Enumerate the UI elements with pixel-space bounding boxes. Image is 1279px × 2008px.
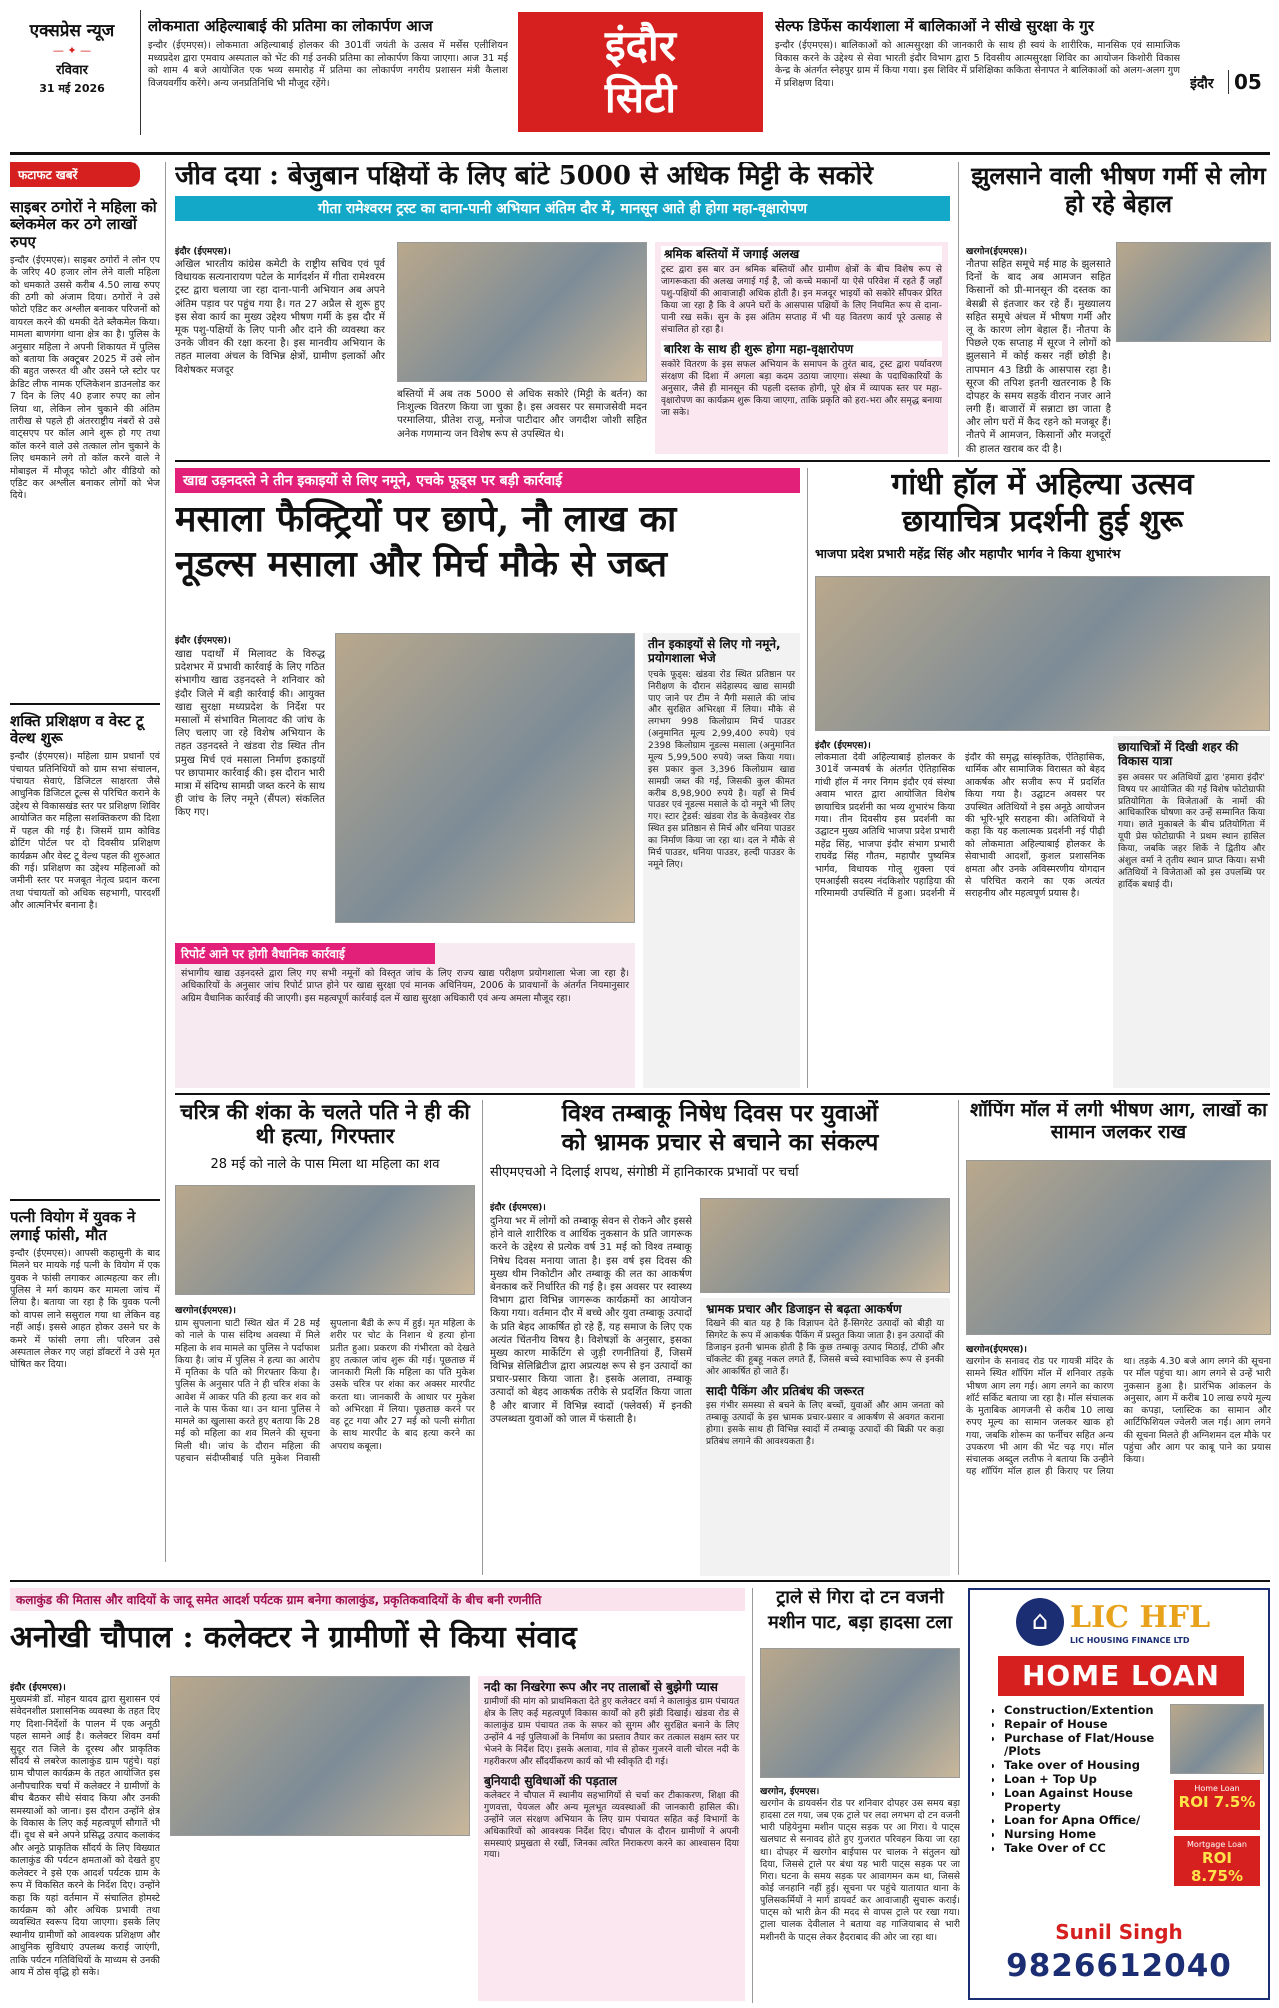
tobacco-box-body-2: इस गंभीर समस्या से बचने के लिए बच्चों, युवाओं और आम जनता को तम्बाकू उत्पादों के इस भ्रामक प्रचार-प्रसार व आकर्षण से अवगत कराना होगा। इसके साथ ही विभिन्न स्वादों में तम्बाकू उत्पादों की बिक्री पर कड़ा प्रतिबंध लगाने की आवश्यकता है। (706, 1401, 944, 1447)
tobacco-box-body-1: दिखने की बात यह है कि विज्ञापन देते हैं-सिगरेट उत्पादों को बीड़ी या सिगरेट के रूप में आकर्षक पैकिंग में प्रस्तुत किया जाता है। इन उत्पादों की डिजाइन इतनी भ्रामक होती है कि कुछ तम्बाकू उत्पाद मिठाई, टॉफी और चॉकलेट की हूबहू नकल लगते हैं, जिससे बच्चे स्वाभाविक रूप से इनकी ओर आकर्षित हो जाते हैं। (706, 1319, 944, 1377)
raid-units-box (643, 633, 800, 1088)
top-right-story (775, 18, 1180, 128)
home-loan-banner: HOME LOAN (998, 1656, 1244, 1696)
raid-kicker: खाद्य उड़नदस्ते ने तीन इकाइयों से लिए नमूने, एचके फूड्स पर बड़ी कार्रवाई (175, 468, 800, 493)
chaupal-photo (170, 1676, 470, 1836)
roi-mortgage-value: ROI 8.75% (1190, 1849, 1244, 1885)
top-right-story-title: सेल्फ डिफेंस कार्यशाला में बालिकाओं ने सीखे सुरक्षा के गुर (775, 18, 1094, 35)
news-brief-tag: फटाफट खबरें (10, 162, 140, 187)
brand-name: एक्सप्रेस न्यूज (29, 21, 115, 41)
brand-box (12, 18, 132, 118)
ad-service-item: • Loan Against House Property (1004, 1787, 1167, 1815)
heat-body: नौतपा सहित समूचे मई माह के झुलसाते दिनों के बाद अब आमजन सहित किसानों को प्री-मानसून की दस्तक का बेसब्री से इंतजार कर रहे हैं। मुख्यालय सहित समूचे अंचल में भीषण गर्मी और लू के कारण लोग बेहाल हैं। नौतपा के पिछले एक सप्ताह में सूरज ने लोगों को झुलसाने में कोई कसर नहीं छोड़ी है। तापमान 43 डिग्री के आसपास रहा है। सूरज की तपिश इतनी खतरनाक है कि दोपहर के समय सड़कें वीरान नजर आने लगी हैं। बाजारों में सन्नाटा छा जाता है और लोग घरों में कैद रहने को मजबूर हैं। नौतपे में आमजन, किसानों और मजदूरों की हालत खराब कर दी है। (966, 259, 1111, 454)
chaupal-title: अनोखी चौपाल : कलेक्टर ने ग्रामीणों से किया संवाद (10, 1620, 577, 1655)
tobacco-subtitle: सीएमएचओ ने दिलाई शपथ, संगोष्ठी में हानिकारक प्रभावों पर चर्चा (490, 1165, 799, 1181)
roi-home-value: ROI 7.5% (1178, 1793, 1256, 1811)
raid-units-head: तीन इकाइयों से लिए गो नमूने, प्रयोगशाला भेजे (648, 637, 781, 666)
brief-2-title: शक्ति प्रशिक्षण व वेस्ट टू वेल्थ शुरू (10, 711, 144, 747)
issue-day: रविवार (56, 63, 88, 78)
brand-ornament-icon: — ✦ — (52, 44, 92, 57)
accident-photo (760, 1648, 960, 1778)
lead-body: अखिल भारतीय कांग्रेस कमेटी के राष्ट्रीय सचिव एवं पूर्व विधायक सत्यनारायण पटेल के मार्गदर्शन में गीता रामेश्वरम ट्रस्ट द्वारा चलाया जा रहा दाना-पानी अभियान अब अपने अंतिम पड़ाव पर पहुंच गया है। गत 27 अप्रैल से शुरू हुए इस सेवा कार्य का मुख्य उद्देश्य भीषण गर्मी के इस दौर में मूक पशु-पक्षियों के लिए पानी और दाने की व्यवस्था कर उनके जीवन की रक्षा करना है। इस मानवीय अभियान के तहत मालवा अंचल के विभिन्न क्षेत्रों, ग्रामीण इलाकों और विशेषकर मजदूर (175, 259, 385, 376)
lead-sidebox (655, 242, 948, 454)
lead-caption: बस्तियों में अब तक 5000 से अधिक सकोरे (मिट्टी के बर्तन) का निःशुल्क वितरण किया जा चुका है। इस अवसर पर समाजसेवी मदन परमालिया, प्रीतेश राजू, मनोज पाटीदार और जगदीश जोशी सहित अनेक गणमान्य जन विशेष रूप से उपस्थित थे। (397, 389, 647, 440)
gandhi-title-2: छायाचित्र प्रदर्शनी हुई शुरू (902, 503, 1183, 539)
tobacco-dateline: इंदौर (ईएमएस)। (490, 1203, 546, 1213)
top-left-story (148, 18, 508, 128)
gandhi-box (1113, 736, 1270, 1088)
tobacco-story (490, 1100, 950, 1578)
tobacco-body: दुनिया भर में लोगों को तम्बाकू सेवन से रोकने और इससे होने वाले शारीरिक व आर्थिक नुकसान के प्रति जागरूक करने के उद्देश्य से प्रत्येक वर्ष 31 मई को विश्व तम्बाकू निषेध दिवस मनाया जाता है। इस वर्ष इस दिवस की मुख्य थीम निकोटीन और तम्बाकू की लत का आकर्षण बेनकाब करें निर्धारित की गई है। इस अवसर पर स्वास्थ्य विभाग द्वारा विभिन्न जागरूक कार्यक्रमों का आयोजन किया गया। वर्तमान दौर में बच्चे और युवा तम्बाकू उत्पादों के प्रति बेहद आकर्षित हो रहे हैं, यह समाज के लिए एक अत्यंत चिंतनीय विषय है। विशेषज्ञों के अनुसार, इसका मुख्य कारण मार्केटिंग से जुड़ी रणनीतियां हैं, जिसमें विभिन्न सेलिब्रिटीज द्वारा अप्रत्यक्ष रूप से इन उत्पादों का प्रचार-प्रसार किया जाता है। इसके अलावा, तम्बाकू उत्पादों को बेहद आकर्षक तरीके से प्रदर्शित किया जाता है और बाजार में विभिन्न स्वादों (फ्लेवर्स) में इनकी उपलब्धता युवाओं को जाल में फंसाती है। (490, 1216, 692, 1425)
fire-photo (966, 1160, 1271, 1335)
raid-photo (335, 633, 635, 923)
page-number: 05 (1234, 70, 1262, 94)
accident-dateline: खरगोन, ईएमएस। (760, 1787, 820, 1797)
lead-photo (397, 242, 647, 382)
murder-dateline: खरगोन(ईएमएस)। (175, 1306, 236, 1316)
heat-dateline: खरगोन(ईएमएस)। (966, 247, 1027, 257)
chaupal-box (478, 1676, 745, 2001)
ad-service-item: • Purchase of Flat/House /Plots (1004, 1732, 1167, 1760)
chaupal-story (10, 1588, 745, 2003)
raid-title-2: नूडल्स मसाला और मिर्च मौके से जब्त (175, 543, 668, 586)
accident-title-2: मशीन पाट, बड़ा हादसा टला (767, 1611, 953, 1633)
ad-family-photo (1170, 1704, 1264, 1774)
tobacco-title-1: विश्व तम्बाकू निषेध दिवस पर युवाओं (561, 1100, 879, 1127)
lead-box-head-1: श्रमिक बस्तियों में जगाई अलख (661, 246, 942, 262)
issue-date: 31 मई 2026 (39, 82, 105, 95)
ad-service-item: • Take Over of CC (1004, 1842, 1167, 1856)
gandhi-story (815, 468, 1270, 1090)
ad-service-item: • Repair of House (1004, 1718, 1167, 1732)
raid-body: खाद्य पदार्थों में मिलावट के विरुद्ध प्रदेशभर में प्रभावी कार्रवाई के लिए गठित संभागीय खाद्य उड़नदस्ते ने शनिवार को इंदौर जिले में बड़ी कार्रवाई की। आयुक्त खाद्य सुरक्षा मध्यप्रदेश के निर्देश पर मसालों में संभावित मिलावट की जांच के लिए चलाए जा रहे विशेष अभियान के तहत उड़नदस्ते ने खंडवा रोड स्थित तीन प्रमुख मिर्च एवं मसाला निर्माण इकाइयों पर छापामार कार्रवाई की। इस दौरान भारी मात्रा में संदिग्ध सामग्री जब्त करने के साथ ही जांच के लिए नमूने (सैंपल) संकलित किए गए। (175, 649, 325, 819)
ad-service-item: • Construction/Extention (1004, 1704, 1167, 1718)
tobacco-photo (700, 1198, 950, 1293)
top-right-story-body: इन्दौर (ईएमएस)। बालिकाओं को आत्मसुरक्षा की जानकारी के साथ ही स्वयं के शारीरिक, मानसिक एवं सामाजिक विकास करने के उद्देश्य से सेवा भारती इंदौर विभाग द्वारा 5 दिवसीय आत्मसुरक्षा शिविर का आयोजन किशोरी विकास केन्द्र के अंतर्गत स्नेहपुर ग्राम में किया गया। इस शिविर में प्रशिक्षिका ककिता सेनापत ने बालिकाओं को अलग-अलग गुण में प्रशिक्षण दिया। (775, 40, 1180, 89)
roi-badge-mortgage (1174, 1836, 1260, 1886)
section-flag-city: इंदौर (605, 21, 676, 70)
lead-subtitle: गीता रामेश्वरम ट्रस्ट का दाना-पानी अभियान अंतिम दौर में, मानसून आते ही होगा महा-वृक्षारोपण (175, 196, 950, 221)
brief-1-body: इन्दौर (ईएमएस)। साइबर ठगोरों ने लोन एप के जरिए 40 हजार लोन लेने वाली महिला को धमकाते उससे करीब 4.50 लाख रुपए की ठगी को अंजाम दिया। ठगोरों ने उसे फोटो एडिट कर अश्लील बनाकर परिजनों को वायरल करने की धमकी देते ब्लैकमेल किया। मामला बाणगंगा थाना क्षेत्र का है। पुलिस के अनुसार महिला ने अपनी शिकायत में पुलिस को बताया कि अक्टूबर 2025 में उसे लोन की बहुत जरूरत थी और उसने प्ले स्टोर पर क्रेडिट लीफ नामक एप्लिकेशन डाउनलोड कर 7 दिन के लिए 40 हजार रुपए का लोन लिया था, लेकिन लोन चुकाने की अंतिम तारीख से पहले ही अंतरराष्ट्रीय नंबरों से उसे वाट्सएप पर कॉल आने शुरू हो गए तथा कॉल करने वाले उसे तत्काल लोन चुकाने के लिए धमकाने लगे तो कॉल करने वाले ने मोबाइल में मौजूद फोटो और वीडियो को एडिट कर अश्लील बनाकर लोगों को भेज दिये। (10, 254, 160, 502)
lead-box-body-2: सकोरे वितरण के इस सफल अभियान के समापन के तुरंत बाद, ट्रस्ट द्वारा पर्यावरण संरक्षण की दिशा में अगला बड़ा कदम उठाया जाएगा। संस्था के पदाधिकारियों के अनुसार, जैसे ही मानसून की पहली दस्तक होगी, पूरे क्षेत्र में व्यापक स्तर पर महा-वृक्षारोपण का कार्यक्रम शुरू किया जाएगा, ताकि प्रकृति को हरा-भरा और समृद्ध बनाया जा सके। (661, 360, 942, 418)
roi-badge-home (1174, 1780, 1260, 1830)
chaupal-dateline: इंदौर (ईएमएस)। (10, 1683, 66, 1693)
lic-logo-text: LIC HFL (1070, 1600, 1211, 1635)
ad-service-item: • Loan for Apna Office/ (1004, 1814, 1167, 1828)
tobacco-title-2: को भ्रामक प्रचार से बचाने का संकल्प (561, 1128, 879, 1157)
heat-story (966, 162, 1271, 457)
brief-1-title: साइबर ठगोरों ने महिला को ब्लेकमेल कर ठगे लाखों रुपए (10, 198, 157, 251)
murder-title: चरित्र की शंका के चलते पति ने ही की थी हत्या, गिरफ्तार (180, 1100, 470, 1149)
gandhi-title-1: गांधी हॉल में अहिल्या उत्सव (891, 468, 1194, 502)
lic-logo-emblem-icon: ⌂ (1016, 1598, 1064, 1646)
chaupal-box-head-1: नदी का निखरेगा रूप और नए तालाबों से बुझेगी प्यास (484, 1680, 718, 1694)
top-left-story-body: इन्दौर (ईएमएस)। लोकमाता अहिल्याबाई होलकर की 301वीं जयंती के उत्सव में मर्सेस एलीशियन मध्यप्रदेश द्वारा एमवाय अस्पताल को भेंट की गई उनकी प्रतिमा का लोकार्पण किया जाएगा। आज 31 मई को शाम 4 बजे आयोजित एक भव्य समारोह में प्रतिमा का लोकार्पण नगरीय प्रशासन मंत्री कैलाश विजयवर्गीय करेंगे। अन्य जनप्रतिनिधि भी मौजूद रहेंगे। (148, 40, 508, 89)
fire-body: खरगोन के सनावद रोड पर गायत्री मंदिर के सामने स्थित शॉपिंग मॉल में शनिवार तड़के भीषण आग लग गई। आग लगने का कारण शॉर्ट सर्किट बताया जा रहा है। मॉल संचालक के मुताबिक आगजनी से करीब 10 लाख रुपए मूल्य का सामान जलकर खाक हो गया, जबकि शोरूम का फर्नीचर सहित अन्य उपकरण भी आग की भेंट चढ़ गए। मॉल संचालक अब्दुल लतीफ ने बताया कि उन्हीने यह शॉपिंग मॉल हाल ही किराए पर लिया था। तड़के 4.30 बजे आग लगने की सूचना पर मॉल पहुंचा था। आग लगने से उन्हें भारी नुकसान हुआ है। प्रारंभिक आंकलन के अनुसार, आग में करीब 10 लाख रुपये मूल्य का कपड़ा, प्लास्टिक का सामान और आर्टिफिशियल ज्वेलरी जल गई। आग लगने की सूचना मिलते ही अग्निशमन दल मौके पर पहुंचा और आग पर काबू पाने का प्रयास किया। (966, 1356, 1271, 1478)
murder-body: ग्राम सुपलाना घाटी स्थित खेत में 28 मई को नाले के पास संदिग्ध अवस्था में मिले महिला के शव मामले का पुलिस ने पर्दाफाश किया है। जांच में पुलिस ने हत्या का आरोप में मृतिका के पति को गिरफ्तार किया है। पुलिस के अनुसार पति ने ही चरित्र शंका के आवेश में आकर पति की हत्या कर शव को नाले के पास फेंका था। उन थाना पुलिस ने मामले का खुलासा करते हुए बताया कि 28 मई को महिला का शव मिलने की सूचना मिली थी। जांच के दौरान महिला की पहचान संदीप्सीबाई पति मुकेश निवासी सुपलाना बैडी के रूप में हुई। मृत महिला के शरीर पर चोट के निशान थे हत्या होना प्रतीत हुआ। प्रकरण की गंभीरता को देखते हुए तत्काल जांच शुरू की गई। पूछताछ में जानकारी मिली कि महिला का पति मुकेश उसके चरित्र पर शंका कर अक्सर मारपीट करता था। जानकारी के आधार पर मुकेश को अभिरक्षा में लिया। पूछताछ करने पर वह टूट गया और 27 मई को पत्नी संगीता के साथ मारपीट के बाद हत्या करने का अपराध कबूला। (175, 1318, 475, 1464)
heat-title: झुलसाने वाली भीषण गर्मी से लोग हो रहे बेहाल (971, 162, 1266, 218)
ad-contact-name: Sunil Singh (1055, 1920, 1183, 1944)
tobacco-box-head-2: सादी पैकिंग और प्रतिबंध की जरूरत (706, 1383, 864, 1398)
ad-service-item: • Nursing Home (1004, 1828, 1167, 1842)
murder-subtitle: 28 मई को नाले के पास मिला था महिला का शव (210, 1157, 440, 1173)
accident-title-1: ट्राले से गिरा दो टन वजनी (776, 1588, 944, 1608)
top-left-story-title: लोकमाता अहिल्याबाई की प्रतिमा का लोकार्पण आज (148, 18, 433, 35)
ad-service-item: • Take over of Housing (1004, 1759, 1167, 1773)
gandhi-dateline: इंदौर (ईएमएस)। (815, 741, 871, 751)
brief-2-body: इन्दौर (ईएमएस)। महिला ग्राम प्रधानों एवं पंचायत प्रतिनिधियों को ग्राम सभा संचालन, पंचायत सेवाएं, डिजिटल साक्षरता जैसे आधुनिक डिजिटल टूल्स से परिचित कराने के उद्देश्य से विकासखंड स्तर पर प्रशिक्षण शिविर आयोजित कर महिला सशक्तिकरण की दिशा में पहल की गई है। जिसमें ग्राम कोविड ढोटिंग पोर्टल पर दो दिवसीय प्रशिक्षण कार्यक्रम और वेस्ट टू वेल्थ पहल की शुरुआत की गई। प्रशिक्षण का उद्देश्य महिलाओं को जमीनी स्तर पर मजबूत नेतृत्व प्रदान करना तथा पंचायतों को अधिक सहभागी, पारदर्शी और आत्मनिर्भर बनाना है। (10, 751, 160, 912)
murder-story (175, 1100, 475, 1578)
chaupal-box-body-2: कलेक्टर ने चौपाल में स्थानीय सहभागियों से चर्चा कर टीकाकरण, शिक्षा की गुणवत्ता, पेयजल और अन्य मूलभूत व्यवस्थाओं की जानकारी हासिल की। उन्होंने जल संरक्षण अभियान के लिए ग्राम पंचायत सहित कई विभागों के अधिकारियों को आवश्यक निर्देश दिए। चौपाल के दौरान ग्रामीणों ने अपनी समस्याएं प्रमुखता से रखीं, जिनका त्वरित निराकरण करने का आश्वासन दिया गया। (484, 1791, 739, 1861)
news-brief-column (10, 162, 160, 1527)
raid-title-1: मसाला फैक्ट्रियों पर छापे, नौ लाख का (175, 498, 677, 540)
raid-story (175, 468, 800, 1090)
lic-logo-subtext: LIC HOUSING FINANCE LTD (1070, 1636, 1190, 1645)
chaupal-box-head-2: बुनियादी सुविधाओं की पड़ताल (484, 1773, 617, 1788)
heat-photo (1116, 242, 1271, 342)
chaupal-body: मुख्यमंत्री डॉ. मोहन यादव द्वारा सुशासन एवं संवेदनशील प्रशासनिक व्यवस्था के तहत दिए गए दिशा-निर्देशों के पालन में एक अनूठी पहल सामने आई है। कलेक्टर शिवम वर्मा सुदूर रात जिले के दूरस्थ और प्राकृतिक सौंदर्य से लबरेज कालाकुंड ग्राम पहुंचे। यहां ग्राम चौपाल कार्यक्रम के तहत आयोजित इस अनौपचारिक चर्चा में कलेक्टर ने ग्रामीणों के बीच बैठकर सीधे संवाद किया और उनकी समस्याओं को जाना। इस दौरान उन्होंने क्षेत्र के विकास के लिए कई महत्वपूर्ण सौगातें भी दीं। दूध से बने अपने प्रसिद्ध उत्पाद कलाकंद और अनूठे प्राकृतिक सौंदर्य के लिए विख्यात कालाकुंड की पर्यटन क्षमताओं को देखते हुए कलेक्टर ने इसे एक आदर्श पर्यटक ग्राम के रूप में विकसित करने के निर्देश दिए। उन्होंने कहा कि यहां वर्तमान में संचालित होमस्टे कार्यक्रम को और अधिक प्रभावी तथा व्यवस्थित स्वरूप दिया जाएगा। इसके लिए स्थानीय ग्रामीणों को आवश्यक प्रशिक्षण और आधुनिक सुविधाएं उपलब्ध कराई जाएंगी, ताकि पर्यटन गतिविधियों के माध्यम से उनकी आय में ठोस वृद्धि हो सके। (10, 1694, 160, 1978)
brief-3-title: पत्नी वियोग में युवक ने लगाई फांसी, मौत (10, 1208, 136, 1244)
raid-report-body: संभागीय खाद्य उड़नदस्ते द्वारा लिए गए सभी नमूनों को विस्तृत जांच के लिए राज्य खाद्य परीक्षण प्रयोगशाला भेजा जा रहा है। अधिकारियों के अनुसार जांच रिपोर्ट प्राप्त होने पर खाद्य सुरक्षा एवं मानक अधिनियम, 2006 के प्रावधानों के अंतर्गत नियमानुसार अग्रिम वैधानिक कार्रवाई की जाएगी। इस महत्वपूर्ण कार्रवाई दल में खाद्य सुरक्षा अधिकारी एवं अन्य अमला मौजूद रहा। (181, 968, 629, 1004)
section-flag (518, 12, 763, 132)
roi-mortgage-label: Mortgage Loan (1187, 1840, 1247, 1849)
lead-title: जीव दया : बेजुबान पक्षियों के लिए बांटे 5000 से अधिक मिट्टी के सकोरे (175, 162, 873, 191)
fire-title: शॉपिंग मॉल में लगी भीषण आग, लाखों का सामान जलकर राख (969, 1100, 1268, 1143)
accident-story (760, 1588, 960, 2003)
gandhi-photo (815, 576, 1270, 731)
masthead (0, 0, 1279, 150)
lead-box-head-2: बारिश के साथ ही शुरू होगा महा-वृक्षारोपण (661, 341, 942, 357)
ad-contact-phone[interactable]: 9826612040 (1006, 1948, 1232, 1984)
gandhi-box-body: इस अवसर पर अतिथियों द्वारा 'हमारा इंदौर' विषय पर आयोजित की गई विशेष फोटोग्राफी प्रतियोगिता के विजेताओं के नामों की आधिकारिक घोषणा कर उन्हें सम्मानित किया गया। छाते मुकाबले के बीच प्रतियोगिता में यूपी प्रेस फोटोग्राफी ने प्रथम स्थान हासिल किया, जबकि जहर शिर्के ने द्वितीय और अंशुल वर्मा ने तृतीय स्थान प्राप्त किया। सभी अतिथियों ने विजेताओं को इस उपलब्धि पर हार्दिक बधाई दी। (1118, 772, 1265, 890)
lead-story (175, 162, 950, 457)
raid-dateline: इंदौर (ईएमएस)। (175, 636, 231, 646)
gandhi-box-head: छायाचित्रों में दिखी शहर की विकास यात्रा (1118, 740, 1239, 769)
raid-units-body: एचके फूड्स: खंडवा रोड स्थित प्रतिष्ठान पर निरीक्षण के दौरान संदेहास्पद खाद्य सामग्री पाए जाने पर टीम ने मैगी मसाले की जांच और सुरक्षित अभिरक्षा में लिया। मौके से लगभग 998 किलोग्राम मिर्च पाउडर (अनुमानित मूल्य 2,99,400 रुपये) एवं 2398 किलोग्राम नूडल्स मसाला (अनुमानित मूल्य 5,99,500 रुपये) जब्त किया गया। इस प्रकार कुल 3,396 किलोग्राम खाद्य सामग्री जब्त की गई, जिसकी कुल कीमत करीब 8,98,900 रुपये है। यहाँ से मिर्च पाउडर एवं नूडल्स मसाले के दो नमूने भी लिए गए। स्टार ट्रेडर्स: खंडवा रोड के केवड़ेश्वर रोड स्थित इस प्रतिष्ठान से मिर्च और धनिया पाउडर का निर्माण किया जा रहा था। दल ने मौके से मिर्च पाउडर, धनिया पाउडर, हल्दी पाउडर के नमूने लिए। (648, 669, 795, 870)
gandhi-subtitle: भाजपा प्रदेश प्रभारी महेंद्र सिंह और महापौर भार्गव ने किया शुभारंभ (815, 546, 1121, 561)
page-city: इंदौर (1190, 76, 1214, 92)
tobacco-box (700, 1298, 950, 1576)
ad-service-item: • Loan + Top Up (1004, 1773, 1167, 1787)
lead-box-body-1: ट्रस्ट द्वारा इस बार उन श्रमिक बस्तियों और ग्रामीण क्षेत्रों के बीच विशेष रूप से जागरूकता की अलख जगाई गई है, जो कच्चे मकानों या ऐसे परिवेश में रहते हैं जहाँ पशु-पक्षियों की आवाजाही अधिक होती है। इन मजदूर भाइयों को सकोरे सौंपकर प्रेरित किया जा रहा है कि वे अपने घरों के आसपास पक्षियों के लिए नियमित रूप से दाना-पानी रख सकें। सुन के इस अंतिम सप्ताह में भी यह वितरण कार्य पूरे उत्साह से संचालित हो रहा है। (661, 265, 942, 335)
fire-dateline: खरगोन(ईएमएस)। (966, 1345, 1027, 1355)
chaupal-kicker: कलाकुंड की मितास और वादियों के जादू समेत आदर्श पर्यटक ग्राम बनेगा कालाकुंड, प्रकृतिकवादियों के बीच बनी रणनीति (10, 1588, 745, 1611)
raid-report-head: रिपोर्ट आने पर होगी वैधानिक कार्रवाई (175, 943, 435, 964)
fire-story (966, 1100, 1271, 1578)
roi-home-label: Home Loan (1194, 1784, 1240, 1793)
accident-body: खरगोन के डायवर्सन रोड पर शनिवार दोपहर उस समय बड़ा हादसा टल गया, जब एक ट्राले पर लदा लगभग दो टन वजनी भारी पहियेनुमा मशीन पाट्स सड़क पर आ गिरा। ये पाट्स खलघाट से सनावद होते हुए गुजरात परिवहन किया जा रहा था। दोपहर में खरगोन बाईपास पर चालक ने संतुलन खो दिया, जिससे ट्राले पर बंधा यह भारी पाट्स सड़क पर जा गिरा। घटना के समय सड़क पर आवागमन कम था, जिससे कोई जनहानि नहीं हुई। सूचना पर पहुंचे यातायात थाना के पुलिसकर्मियों ने मार्ग डायवर्ट कर आवाजाही सुचारू कराई। पाट्स को भारी क्रेन की मदद से वापस ट्राले पर रखा गया। ट्राला चालक देवीलाल ने बताया वह गाजियाबाद से भारी मशीनरी के पाट्स लेकर हैदराबाद की ओर जा रहा था। (760, 1798, 960, 1943)
raid-report-box (175, 943, 635, 1088)
chaupal-body-continued (170, 1842, 470, 2001)
section-flag-label: सिटी (604, 73, 677, 122)
chaupal-box-body-1: ग्रामीणों की मांग को प्राथमिकता देते हुए कलेक्टर वर्मा ने कालाकुंड ग्राम पंचायत क्षेत्र के लिए कई महत्वपूर्ण विकास कार्यों को हरी झंडी दिखाई। खंडवा रोड से कालाकुंड ग्राम पंचायत तक के सफर को सुगम और सुरक्षित बनाने के लिए उन्होंने 4 नई पुलियाओं के निर्माण का प्रस्ताव तैयार कर तत्काल सक्षम स्तर पर भेजने के निर्देश दिए। इसके अलावा, गांव से होकर गुजरने वाली चोरल नदी के गहरीकरण और सौंदर्यीकरण कार्य को भी स्वीकृति दी गई। (484, 1697, 739, 1767)
gandhi-body: लोकमाता देवी अहिल्याबाई होलकर के 301वें जन्मवर्ष के अंतर्गत ऐतिहासिक गांधी हॉल में नगर निगम इंदौर एवं संस्था अवाम भारत द्वारा आयोजित विशेष छायाचित्र प्रदर्शनी का भव्य शुभारंभ किया गया। तीन दिवसीय इस प्रदर्शनी का उद्घाटन मुख्य अतिथि भाजपा प्रदेश प्रभारी महेंद्र सिंह, भाजपा इंदौर संभाग प्रभारी राघवेंद्र सिंह गौतम, महापौर पुष्यमित्र भार्गव, विधायक गोलू शुक्ला एवं एमआईसी सदस्य नंदकिशोर पहाड़िया की गरिमामयी उपस्थिति में हुआ। प्रदर्शनी में इंदौर की समृद्ध सांस्कृतिक, ऐतिहासिक, धार्मिक और सामाजिक विरासत को बेहद आकर्षक और सजीव रूप में प्रदर्शित किया गया है। उद्घाटन अवसर पर उपस्थित अतिथियों ने इस अनूठे आयोजन की भूरि-भूरि सराहना की। अतिथियों ने कहा कि यह कलात्मक प्रदर्शनी नई पीढ़ी को लोकमाता अहिल्याबाई होलकर के सेवाभावी आदर्शों, कुशल प्रशासनिक क्षमता और उनके अविस्मरणीय योगदान से परिचित कराने का एक अत्यंत सराहनीय और महत्वपूर्ण प्रयास है। (815, 752, 1105, 900)
brief-3-body: इन्दौर (ईएमएस)। आपसी कहासुनी के बाद मिलने घर मायके गई पत्नी के वियोग में एक युवक ने फांसी लगाकर आत्महत्या कर ली। पुलिस ने मर्ग कायम कर मामला जांच में लिया है। बताया जा रहा है कि युवक पत्नी को वापस लाने ससुराल गया था लेकिन वह नहीं आई। इससे आहत होकर उसने घर के कमरे में फांसी लगा ली। परिजन उसे अस्पताल लेकर गए जहां डॉक्टरों ने उसे मृत घोषित कर दिया। (10, 1247, 160, 1371)
lead-dateline: इंदौर (ईएमएस)। (175, 247, 231, 257)
tobacco-box-head-1: भ्रामक प्रचार और डिजाइन से बढ़ता आकर्षण (706, 1302, 902, 1316)
murder-photo (175, 1185, 475, 1295)
ad-services-list (992, 1704, 1167, 1856)
lic-hfl-ad[interactable] (968, 1588, 1270, 2000)
